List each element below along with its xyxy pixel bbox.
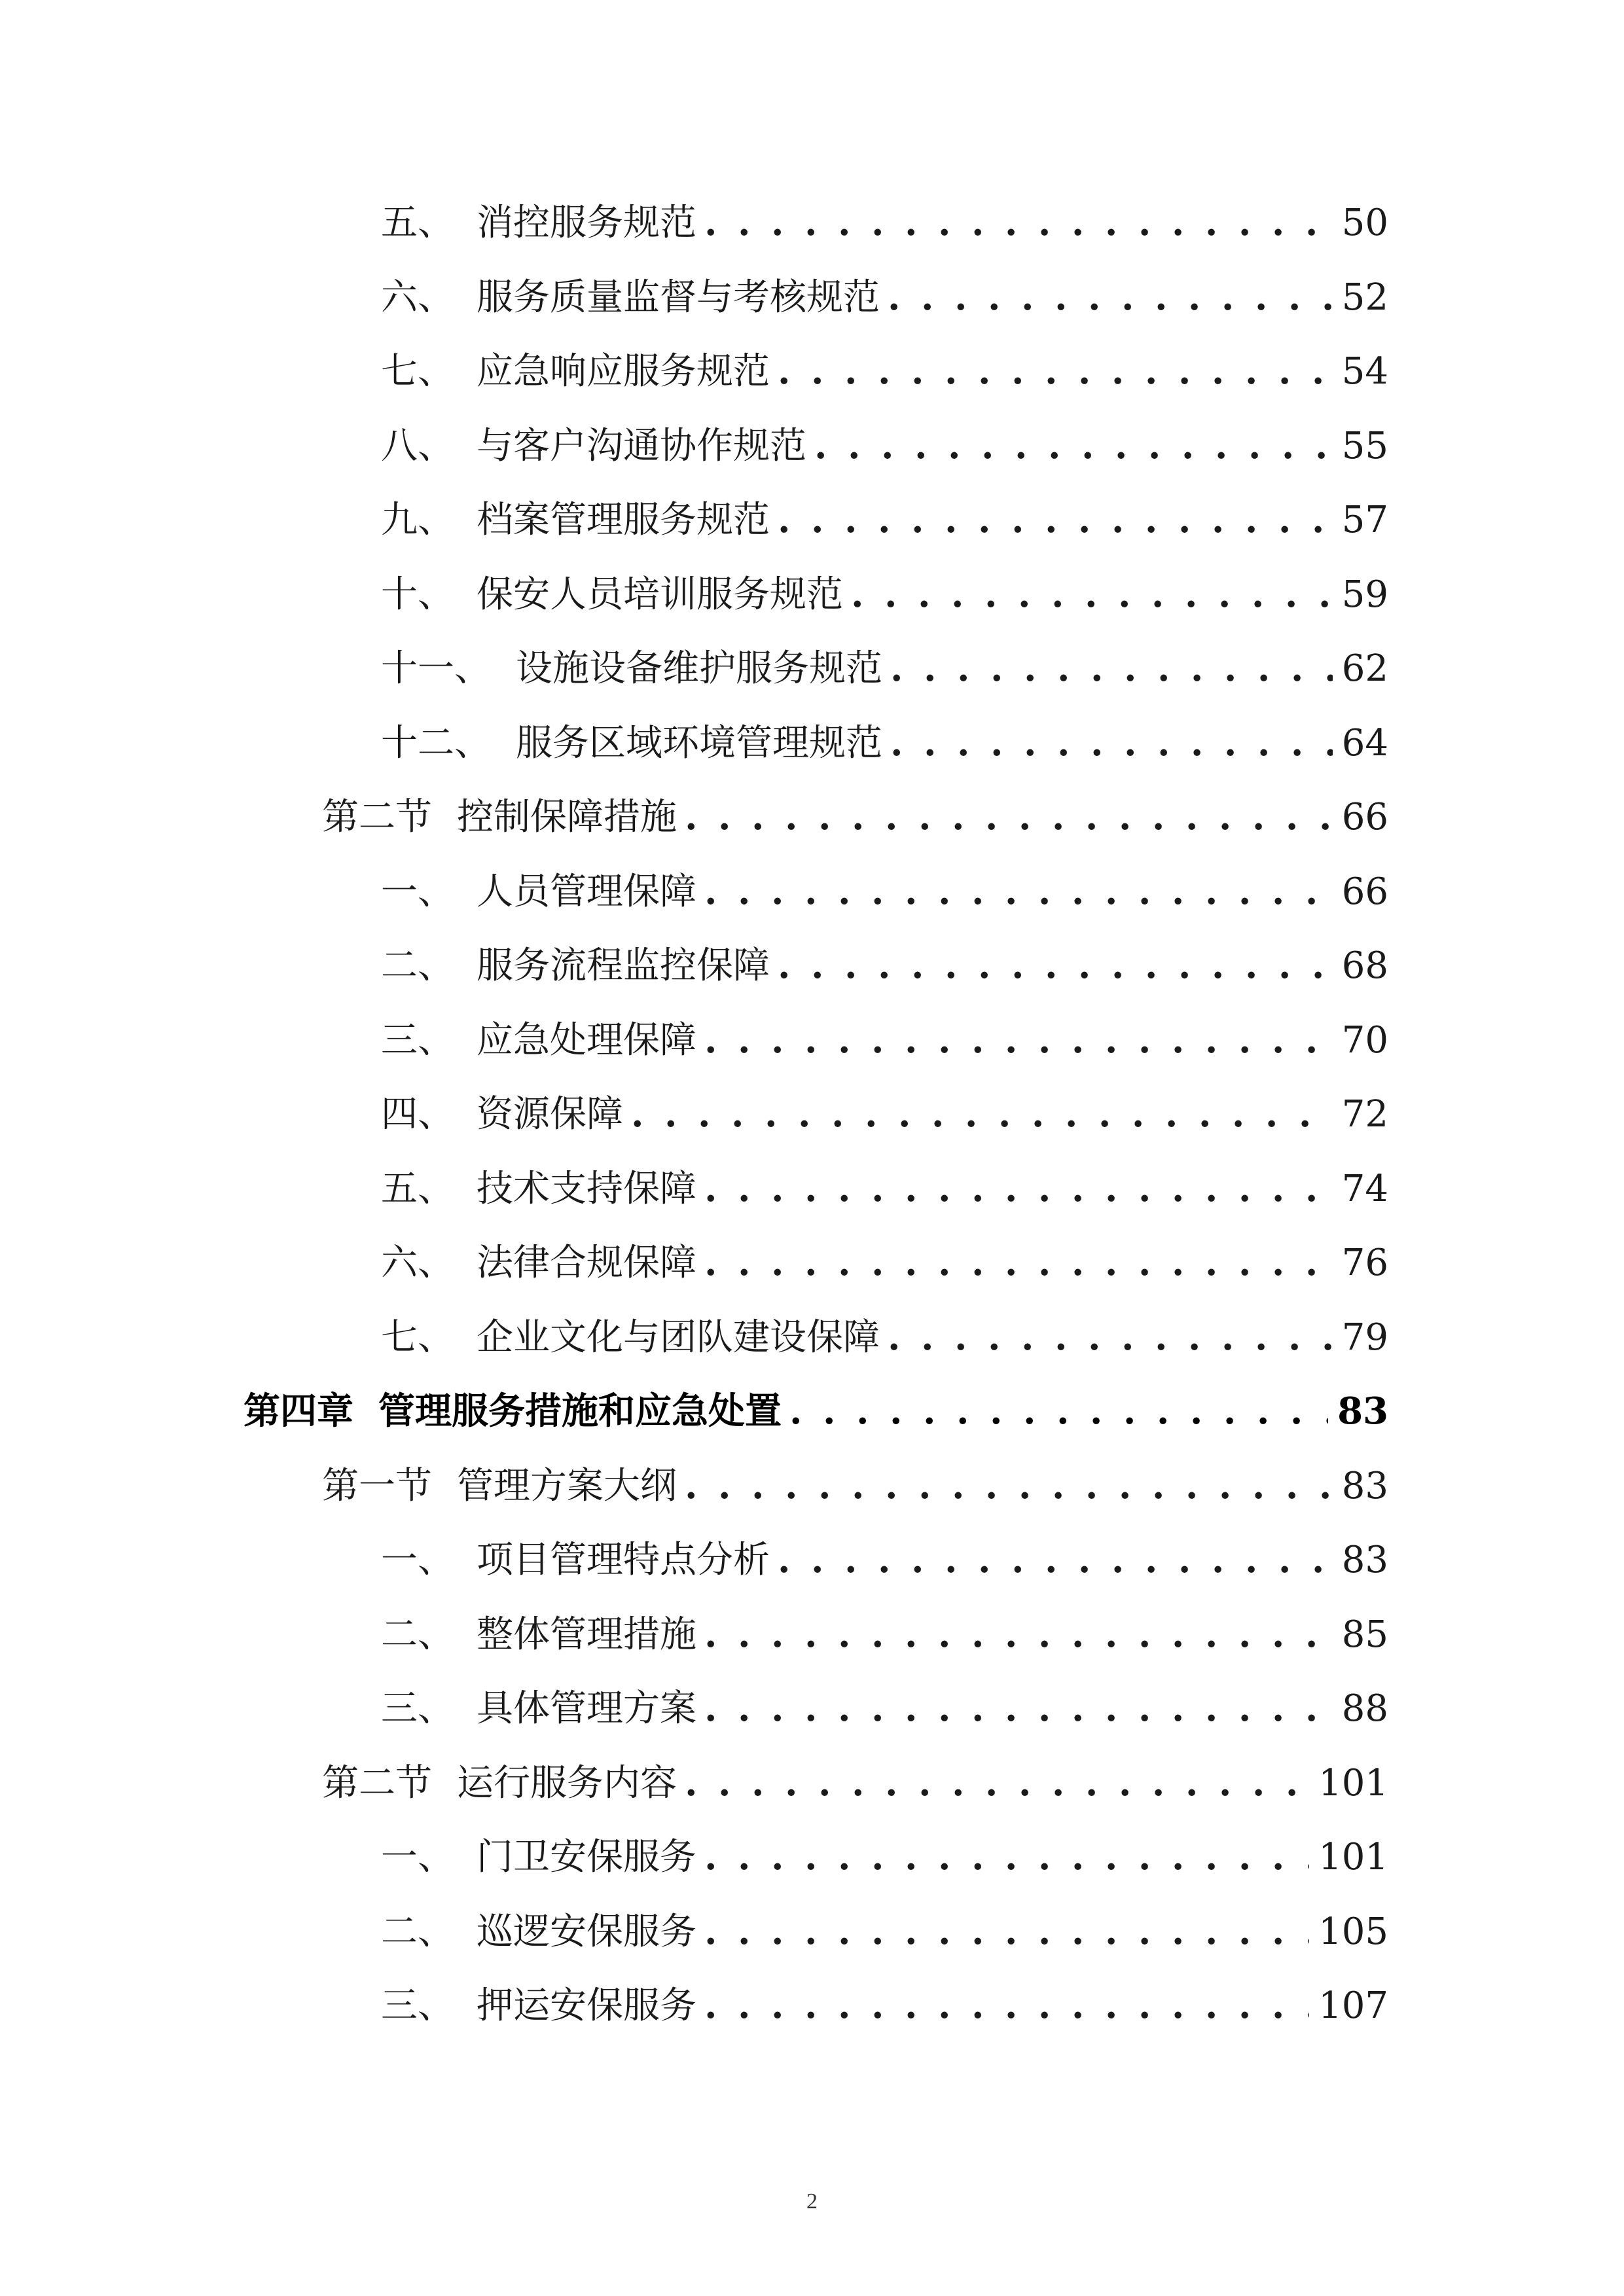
toc-dot-leader bbox=[704, 1820, 1309, 1894]
toc-entry-title: 应急处理保障 bbox=[477, 1018, 696, 1062]
toc-entry-number: 四、 bbox=[381, 1093, 454, 1136]
toc-entry-title: 控制保障措施 bbox=[457, 796, 677, 838]
toc-entry-number: 十一、 bbox=[381, 647, 491, 690]
toc-entry-number: 十、 bbox=[381, 573, 454, 616]
toc-entry-page: 76 bbox=[1341, 1242, 1388, 1284]
toc-entry-title: 服务区域环境管理规范 bbox=[516, 721, 882, 764]
toc-dot-leader bbox=[704, 1968, 1309, 2043]
toc-entry-page: 64 bbox=[1341, 721, 1388, 764]
toc-entry-number: 一、 bbox=[381, 1539, 454, 1581]
toc-entry-number: 一、 bbox=[381, 870, 454, 913]
toc-entry-number: 五、 bbox=[381, 202, 454, 244]
toc-entry-item[interactable] bbox=[381, 334, 1388, 408]
toc-entry-page: 68 bbox=[1341, 944, 1388, 987]
toc-entry-page: 107 bbox=[1318, 1984, 1388, 2027]
toc-dot-leader bbox=[685, 780, 1333, 854]
toc-dot-leader bbox=[890, 706, 1333, 780]
toc-entry-page: 83 bbox=[1341, 1539, 1388, 1581]
toc-entry-item[interactable] bbox=[381, 482, 1388, 557]
toc-dot-leader bbox=[704, 1151, 1333, 1226]
toc-entry-item[interactable] bbox=[381, 1077, 1388, 1151]
toc-entry-title: 项目管理特点分析 bbox=[477, 1539, 770, 1581]
toc-dot-leader bbox=[685, 1746, 1309, 1820]
toc-entry-number: 第四章 bbox=[244, 1390, 353, 1433]
toc-entry-item[interactable] bbox=[381, 408, 1388, 483]
toc-dot-leader bbox=[890, 631, 1333, 706]
toc-entry-number: 一、 bbox=[381, 1836, 454, 1878]
toc-entry-item[interactable] bbox=[381, 1671, 1388, 1746]
toc-entry-item[interactable] bbox=[381, 185, 1388, 260]
toc-entry-title: 技术支持保障 bbox=[477, 1167, 696, 1210]
toc-entry-page: 59 bbox=[1341, 573, 1388, 616]
toc-entry-title: 具体管理方案 bbox=[477, 1687, 696, 1730]
toc-dot-leader bbox=[685, 1448, 1333, 1523]
toc-entry-title: 应急响应服务规范 bbox=[477, 350, 770, 393]
toc-entry-title: 整体管理措施 bbox=[477, 1613, 696, 1656]
toc-dot-leader bbox=[704, 854, 1333, 929]
toc-entry-title: 运行服务内容 bbox=[457, 1761, 677, 1804]
toc-dot-leader bbox=[789, 1374, 1328, 1448]
toc-dot-leader bbox=[704, 1003, 1333, 1077]
toc-entry-number: 八、 bbox=[381, 424, 454, 467]
toc-entry-number: 九、 bbox=[381, 499, 454, 541]
toc-dot-leader bbox=[631, 1077, 1333, 1151]
toc-entry-title: 消控服务规范 bbox=[477, 202, 696, 244]
toc-entry-title: 企业文化与团队建设保障 bbox=[477, 1316, 880, 1359]
toc-entry-page: 54 bbox=[1341, 350, 1388, 393]
toc-entry-item[interactable] bbox=[381, 1820, 1388, 1894]
toc-entry-title: 人员管理保障 bbox=[477, 870, 696, 913]
toc-entry-section[interactable] bbox=[322, 1448, 1388, 1523]
toc-entry-number: 三、 bbox=[381, 1984, 454, 2027]
toc-entry-item[interactable] bbox=[381, 1597, 1388, 1672]
toc-entry-item[interactable] bbox=[381, 1300, 1388, 1374]
toc-entry-page: 50 bbox=[1341, 202, 1388, 244]
toc-entry-number: 第一节 bbox=[322, 1464, 432, 1507]
toc-entry-page: 52 bbox=[1341, 276, 1388, 319]
toc-entry-item[interactable] bbox=[381, 706, 1388, 780]
toc-entry-number: 二、 bbox=[381, 944, 454, 987]
toc-dot-leader bbox=[888, 260, 1333, 334]
toc-entry-number: 三、 bbox=[381, 1018, 454, 1062]
toc-entry-number: 七、 bbox=[381, 350, 454, 393]
toc-dot-leader bbox=[704, 1597, 1333, 1672]
toc-entry-page: 101 bbox=[1318, 1836, 1388, 1878]
toc-entry-page: 72 bbox=[1341, 1093, 1388, 1136]
toc-dot-leader bbox=[704, 185, 1333, 260]
toc-entry-title: 管理方案大纲 bbox=[457, 1464, 677, 1507]
toc-entry-section[interactable] bbox=[322, 1746, 1388, 1820]
toc-entry-title: 法律合规保障 bbox=[477, 1242, 696, 1284]
toc-entry-item[interactable] bbox=[381, 1522, 1388, 1597]
toc-entry-page: 57 bbox=[1341, 499, 1388, 541]
toc-entry-number: 第二节 bbox=[322, 796, 432, 838]
toc-entry-title: 档案管理服务规范 bbox=[477, 499, 770, 541]
toc-entry-page: 88 bbox=[1341, 1687, 1388, 1730]
toc-entry-title: 设施设备维护服务规范 bbox=[516, 647, 882, 690]
toc-entry-title: 服务流程监控保障 bbox=[477, 944, 770, 987]
toc-dot-leader bbox=[704, 1225, 1333, 1300]
toc-entry-title: 门卫安保服务 bbox=[477, 1836, 696, 1878]
toc-entry-title: 管理服务措施和应急处置 bbox=[378, 1390, 782, 1433]
toc-entry-title: 保安人员培训服务规范 bbox=[477, 573, 843, 616]
toc-entry-title: 与客户沟通协作规范 bbox=[477, 424, 806, 467]
toc-entry-page: 70 bbox=[1341, 1018, 1388, 1062]
toc-dot-leader bbox=[851, 557, 1333, 632]
toc-entry-section[interactable] bbox=[322, 780, 1388, 854]
toc-entry-item[interactable] bbox=[381, 1003, 1388, 1077]
toc-dot-leader bbox=[778, 928, 1333, 1003]
toc-dot-leader bbox=[704, 1894, 1309, 1969]
toc-entry-page: 83 bbox=[1341, 1464, 1388, 1507]
toc-entry-number: 十二、 bbox=[381, 721, 491, 764]
toc-entry-item[interactable] bbox=[381, 1968, 1388, 2043]
toc-entry-page: 66 bbox=[1341, 870, 1388, 913]
toc-entry-page: 83 bbox=[1337, 1390, 1388, 1433]
toc-entry-title: 服务质量监督与考核规范 bbox=[477, 276, 880, 319]
toc-entry-number: 二、 bbox=[381, 1613, 454, 1656]
toc-entry-item[interactable] bbox=[381, 854, 1388, 929]
toc-entry-item[interactable] bbox=[381, 1151, 1388, 1226]
toc-dot-leader bbox=[888, 1300, 1333, 1374]
toc-entry-number: 七、 bbox=[381, 1316, 454, 1359]
toc-entry-item[interactable] bbox=[381, 1225, 1388, 1300]
toc-entry-title: 资源保障 bbox=[477, 1093, 623, 1136]
toc-entry-page: 62 bbox=[1341, 647, 1388, 690]
toc-entry-item[interactable] bbox=[381, 557, 1388, 632]
toc-entry-number: 五、 bbox=[381, 1167, 454, 1210]
toc-entry-title: 押运安保服务 bbox=[477, 1984, 696, 2027]
page-number: 2 bbox=[806, 2189, 818, 2214]
toc-entry-item[interactable] bbox=[381, 928, 1388, 1003]
toc-entry-item[interactable] bbox=[381, 631, 1388, 706]
toc-entry-number: 二、 bbox=[381, 1910, 454, 1953]
toc-dot-leader bbox=[778, 334, 1333, 408]
toc-entry-item[interactable] bbox=[381, 260, 1388, 334]
toc-entry-page: 55 bbox=[1341, 424, 1388, 467]
toc-entry-page: 105 bbox=[1318, 1910, 1388, 1953]
toc-entry-number: 六、 bbox=[381, 276, 454, 319]
toc-dot-leader bbox=[704, 1671, 1333, 1746]
toc-dot-leader bbox=[814, 408, 1333, 483]
toc-entry-page: 79 bbox=[1341, 1316, 1388, 1359]
toc-dot-leader bbox=[778, 482, 1333, 557]
toc-entry-title: 巡逻安保服务 bbox=[477, 1910, 696, 1953]
toc-entry-number: 三、 bbox=[381, 1687, 454, 1730]
toc-dot-leader bbox=[778, 1522, 1333, 1597]
toc-entry-item[interactable] bbox=[381, 1894, 1388, 1969]
toc-entry-page: 74 bbox=[1341, 1167, 1388, 1210]
toc-entry-number: 第二节 bbox=[322, 1761, 432, 1804]
toc-entry-number: 六、 bbox=[381, 1242, 454, 1284]
toc-entry-page: 85 bbox=[1341, 1613, 1388, 1656]
toc-entry-page: 66 bbox=[1341, 796, 1388, 838]
toc-entry-page: 101 bbox=[1318, 1761, 1388, 1804]
toc-entry-chapter[interactable] bbox=[244, 1374, 1388, 1448]
